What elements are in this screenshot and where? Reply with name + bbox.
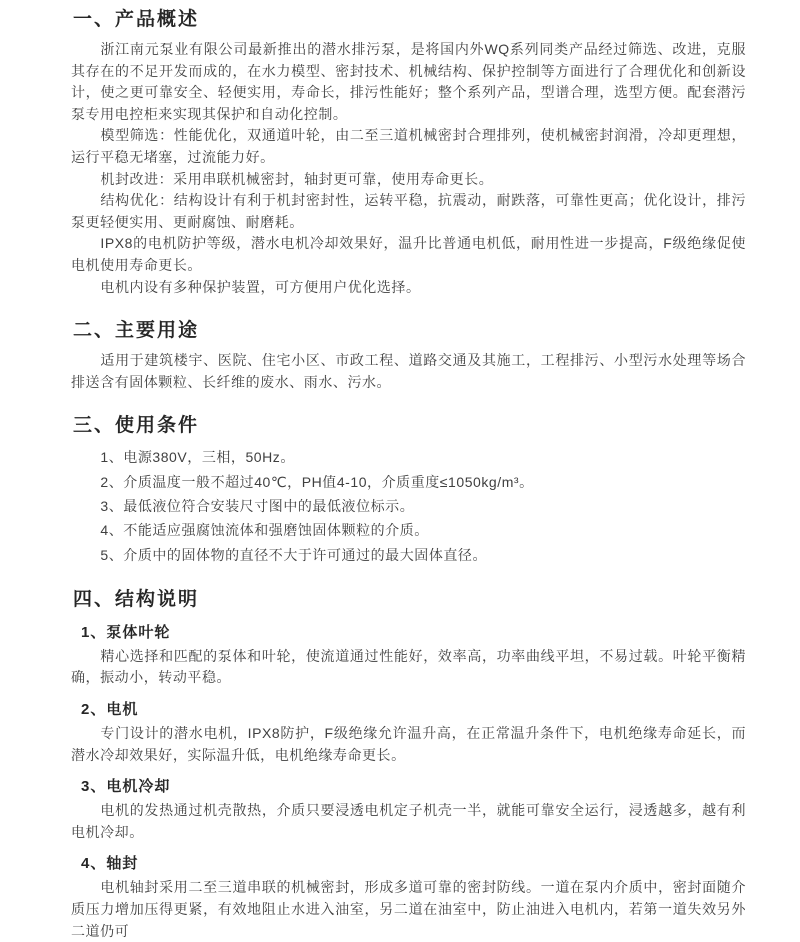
subsection-heading-shaft-seal: 4、轴封 [81, 855, 139, 873]
list-item-power-supply: 1、电源380V，三相，50Hz。 [100, 449, 295, 466]
list-item-solid-diameter: 5、介质中的固体物的直径不大于许可通过的最大固体直径。 [100, 546, 488, 563]
paragraph-pump-body-impeller: 精心选择和匹配的泵体和叶轮，使流道通过性能好，效率高，功率曲线平坦，不易过载。叶轮平衡精确，振动小，转动平稳。 [71, 647, 746, 686]
list-item-medium-temperature: 2、介质温度一般不超过40℃，PH值4-10，介质重度≤1050kg/m³。 [100, 473, 534, 490]
paragraph-shaft-seal: 电机轴封采用二至三道串联的机械密封，形成多道可靠的密封防线。一道在泵内介质中，密封面随介质压力增加压得更紧，有效地阻止水进入油室，另二道在油室中，防止油进入电机内，若第一道失效另外二道仍可 [71, 879, 746, 939]
paragraph-motor-cooling: 电机的发热通过机壳散热，介质只要浸透电机定子机壳一半，就能可靠安全运行，浸透越多，越有利电机冷却。 [71, 802, 746, 840]
paragraph-main-uses: 适用于建筑楼宇、医院、住宅小区、市政工程、道路交通及其施工，工程排污、小型污水处理等场合排送含有固体颗粒、长纤维的废水、雨水、污水。 [71, 352, 746, 390]
subsection-pump-body-impeller [71, 623, 746, 689]
subsection-motor-cooling [71, 777, 746, 843]
section-heading-product-overview: 一、产品概述 [73, 9, 200, 30]
subsection-heading-motor-cooling: 3、电机冷却 [81, 778, 171, 796]
subsection-heading-pump-body-impeller: 1、泵体叶轮 [81, 623, 171, 641]
usage-conditions-list [71, 445, 746, 566]
paragraph-motor-protection-devices: 电机内设有多种保护装置，可方便用户优化选择。 [100, 278, 421, 295]
section-usage-conditions [71, 414, 746, 566]
section-heading-structure-description: 四、结构说明 [73, 588, 200, 610]
subsection-heading-motor: 2、电机 [81, 700, 139, 718]
paragraph-structure-optimization: 结构优化：结构设计有利于机封密封性，运转平稳，抗震动，耐跌落，可靠性更高；优化设计，排污泵更轻便实用、更耐腐蚀、耐磨耗。 [71, 192, 746, 230]
list-item-minimum-liquid-level: 3、最低液位符合安装尺寸图中的最低液位标示。 [100, 497, 415, 514]
paragraph-seal-improvement: 机封改进：采用串联机械密封，轴封更可靠，使用寿命更长。 [100, 170, 494, 187]
paragraph-motor: 专门设计的潜水电机，IPX8防护，F级绝缘允许温升高，在正常温升条件下，电机绝缘寿命延长，而潜水冷却效果好，实际温升低，电机绝缘寿命更长。 [71, 724, 746, 763]
section-product-overview [71, 8, 746, 298]
paragraph-ipx8-protection: IPX8的电机防护等级，潜水电机冷却效果好，温升比普通电机低，耐用性进一步提高，F级绝缘促使电机使用寿命更长。 [71, 235, 746, 273]
section-heading-usage-conditions: 三、使用条件 [73, 415, 200, 437]
section-main-uses [71, 319, 746, 393]
section-heading-main-uses: 二、主要用途 [73, 320, 200, 342]
paragraph-model-screening: 模型筛选：性能优化，双通道叶轮，由二至三道机械密封合理排列，使机械密封润滑，冷却更理想，运行平稳无堵塞，过流能力好。 [71, 127, 746, 165]
section-structure-description [71, 588, 746, 942]
paragraph-overview-intro: 浙江南元泵业有限公司最新推出的潜水排污泵，是将国内外WQ系列同类产品经过筛选、改进，克服其存在的不足开发而成的，在水力模型、密封技术、机械结构、保护控制等方面进行了合理优化和创新设计，使之更可靠安全、轻便实用，寿命长，排污性能好；整个系列产品，型谱合理，选型方便。配套潜污泵专用电控柜来实现其保护和自动化控制。 [71, 41, 746, 122]
list-item-corrosive-media: 4、不能适应强腐蚀流体和强磨蚀固体颗粒的介质。 [100, 522, 429, 539]
subsection-motor [71, 700, 746, 766]
subsection-shaft-seal [71, 854, 746, 942]
